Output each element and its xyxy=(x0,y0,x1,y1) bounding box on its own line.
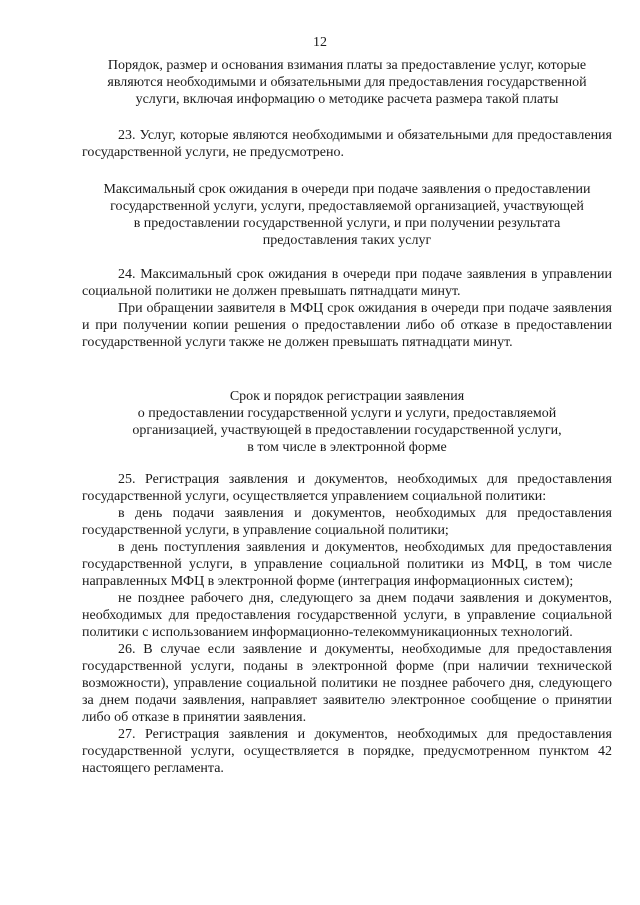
section-23 xyxy=(82,127,612,161)
paragraph-27: 27. Регистрация заявления и документов, необходимых для предоставления государственной услуги, осуществляется в порядке, предусмотренном пунктом 42 настоящего регламента. xyxy=(82,727,612,776)
heading-registration xyxy=(82,388,612,456)
heading-wait-line: в предоставлении государственной услуги, и при получении результата xyxy=(133,216,561,231)
heading-fee-line: Порядок, размер и основания взимания платы за предоставление услуг, которые xyxy=(107,58,587,73)
paragraph-24-mfc: При обращении заявителя в МФЦ срок ожидания в очереди при подаче заявления и при получении копии решения о предоставлении либо об отказе в предоставлении государственной услуги также не должен превышать пятнадцати минут. xyxy=(82,301,612,350)
paragraph-25: 25. Регистрация заявления и документов, необходимых для предоставления государственной услуги, осуществляется управлением социальной политики: xyxy=(82,472,612,504)
heading-wait-line: государственной услуги, услуги, предоставляемой организацией, участвующей xyxy=(110,199,584,214)
heading-registration-line: в том числе в электронной форме xyxy=(247,440,447,455)
heading-fee xyxy=(82,57,612,108)
heading-registration-line: организацией, участвующей в предоставлении государственной услуги, xyxy=(132,423,562,438)
heading-registration-line: о предоставлении государственной услуги и услуги, предоставляемой xyxy=(137,406,557,421)
heading-wait xyxy=(82,181,612,249)
heading-registration-line: Срок и порядок регистрации заявления xyxy=(229,389,465,404)
section-25-27 xyxy=(82,471,612,777)
paragraph-25-item: не позднее рабочего дня, следующего за днем подачи заявления и документов, необходимых для предоставления государственной услуги, в управление социальной политики с использованием информационно-телекоммуникационных технологий. xyxy=(82,591,612,640)
paragraph-26: 26. В случае если заявление и документы, необходимые для предоставления государственной услуги, поданы в электронной форме (при наличии технической возможности), управление социальной политики не позднее рабочего дня, следующего за днем подачи заявления, направляет заявителю электронное сообщение о принятии либо об отказе в принятии заявления. xyxy=(82,642,612,725)
heading-fee-line: услуги, включая информацию о методике расчета размера такой платы xyxy=(135,92,559,107)
heading-fee-line: являются необходимыми и обязательными для предоставления государственной xyxy=(107,75,587,90)
paragraph-23: 23. Услуг, которые являются необходимыми и обязательными для предоставления государственной услуги, не предусмотрено. xyxy=(82,128,612,160)
paragraph-24: 24. Максимальный срок ожидания в очереди при подаче заявления в управлении социальной политики не должен превышать пятнадцати минут. xyxy=(82,267,612,299)
page-number: 12 xyxy=(313,35,327,50)
paragraph-25-item: в день поступления заявления и документов, необходимых для предоставления государственной услуги, в управление социальной политики из МФЦ, в том числе направленных МФЦ в электронной форме (интеграция информационных систем); xyxy=(82,540,612,589)
heading-wait-line: Максимальный срок ожидания в очереди при подаче заявления о предоставлении xyxy=(103,182,591,197)
heading-wait-line: предоставления таких услуг xyxy=(262,233,432,248)
section-24 xyxy=(82,266,612,351)
paragraph-25-item: в день подачи заявления и документов, необходимых для предоставления государственной услуги, в управление социальной политики; xyxy=(82,506,612,538)
